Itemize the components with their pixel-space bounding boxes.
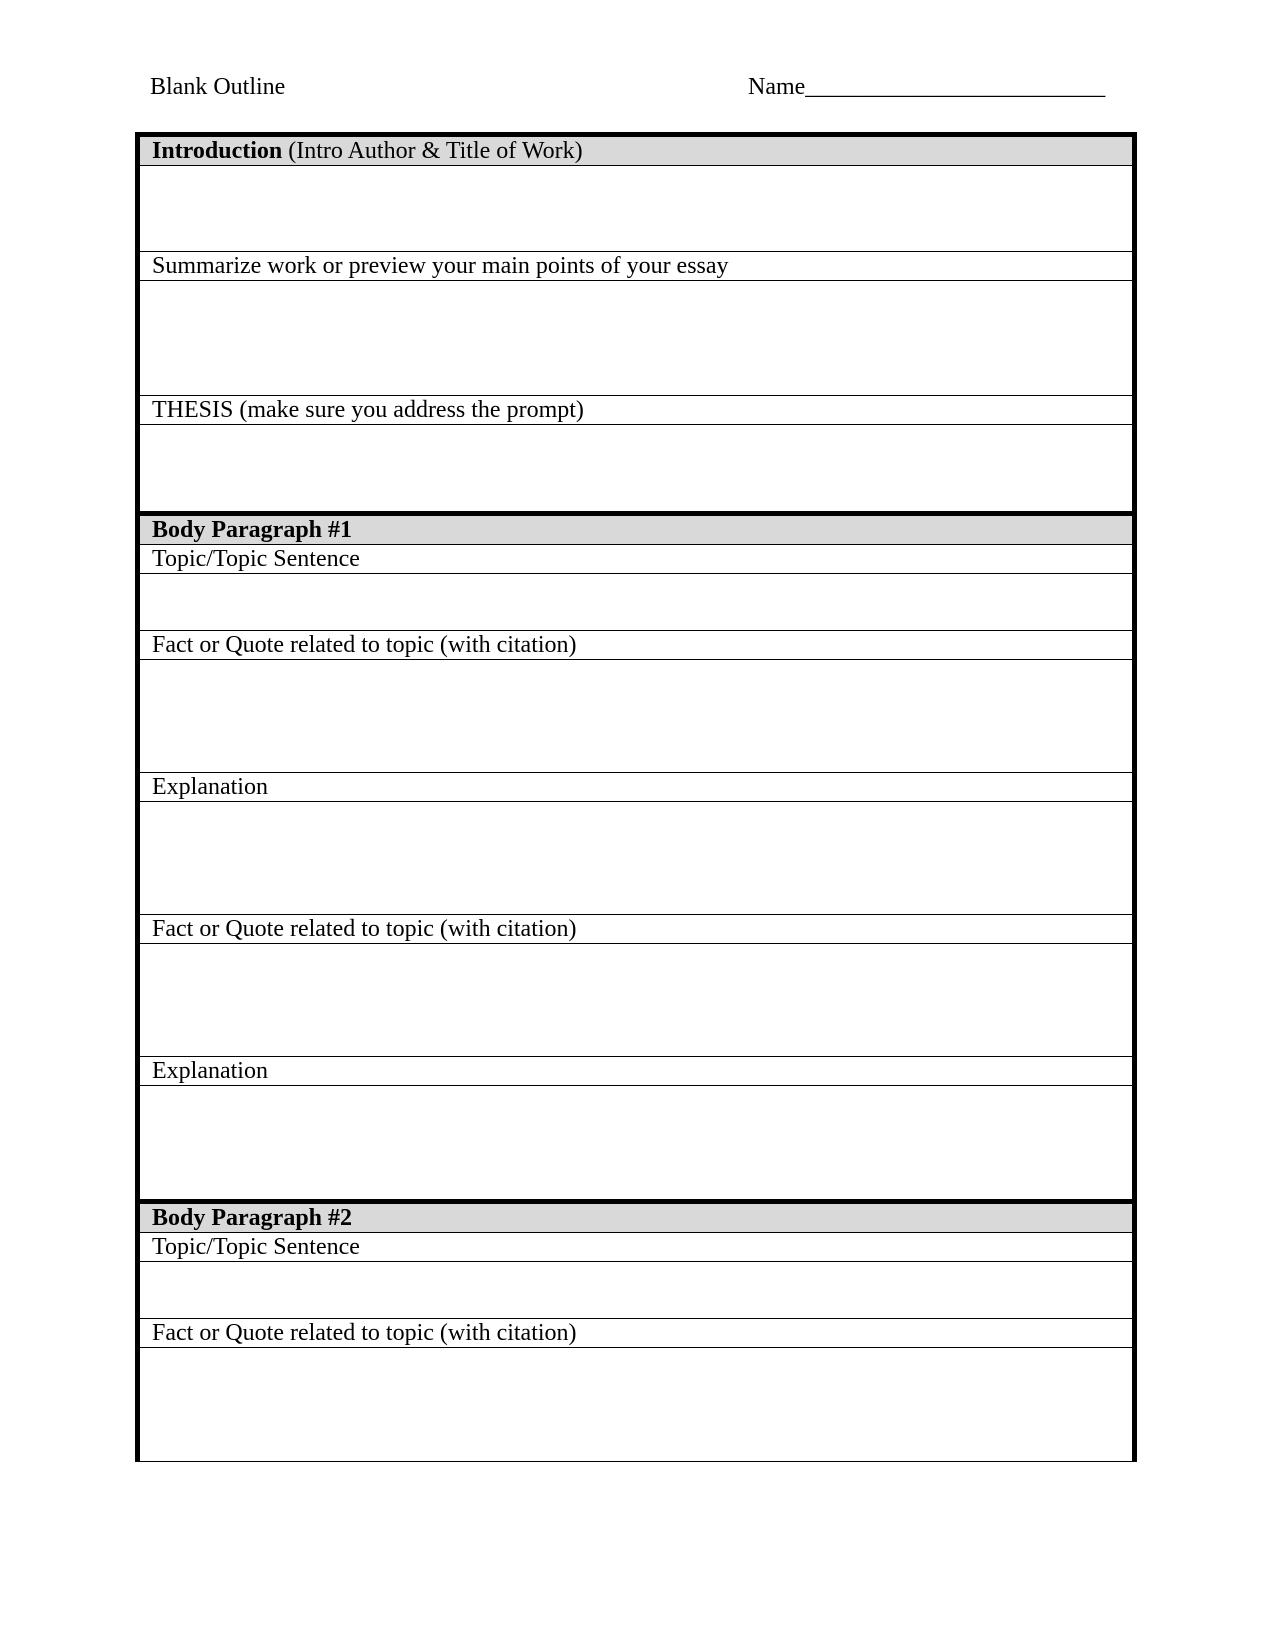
body1-explanation2-label: Explanation — [140, 1057, 1132, 1086]
body2-fact1-answer-area[interactable] — [140, 1348, 1132, 1461]
outline-table — [135, 132, 1137, 1462]
section-body-paragraph-2 — [140, 1204, 1132, 1461]
body2-header — [140, 1204, 1132, 1233]
body1-topic-answer-area[interactable] — [140, 574, 1132, 631]
body1-explanation1-answer-area[interactable] — [140, 802, 1132, 915]
body2-topic-label: Topic/Topic Sentence — [140, 1233, 1132, 1262]
thesis-label: THESIS (make sure you address the prompt) — [140, 396, 1132, 425]
introduction-header — [140, 137, 1132, 166]
body1-explanation2-answer-area[interactable] — [140, 1086, 1132, 1199]
summary-label: Summarize work or preview your main points of your essay — [140, 252, 1132, 281]
body1-title: Body Paragraph #1 — [152, 517, 353, 543]
section-body-paragraph-1 — [140, 516, 1132, 1204]
section-introduction — [140, 137, 1132, 516]
body1-explanation1-label: Explanation — [140, 773, 1132, 802]
body2-title: Body Paragraph #2 — [152, 1205, 353, 1231]
body1-header — [140, 516, 1132, 545]
body1-topic-label: Topic/Topic Sentence — [140, 545, 1132, 574]
page-title: Blank Outline — [150, 74, 286, 100]
body1-fact2-answer-area[interactable] — [140, 944, 1132, 1057]
introduction-subtitle: (Intro Author & Title of Work) — [282, 138, 583, 164]
summary-answer-area[interactable] — [140, 281, 1132, 396]
body2-topic-answer-area[interactable] — [140, 1262, 1132, 1319]
body2-fact1-label: Fact or Quote related to topic (with citation) — [140, 1319, 1132, 1348]
body1-fact1-label: Fact or Quote related to topic (with citation) — [140, 631, 1132, 660]
introduction-answer-area[interactable] — [140, 166, 1132, 252]
thesis-answer-area[interactable] — [140, 425, 1132, 511]
body1-fact2-label: Fact or Quote related to topic (with citation) — [140, 915, 1132, 944]
name-field[interactable]: Name_________________________ — [748, 74, 1106, 100]
body1-fact1-answer-area[interactable] — [140, 660, 1132, 773]
introduction-title: Introduction — [152, 138, 283, 164]
